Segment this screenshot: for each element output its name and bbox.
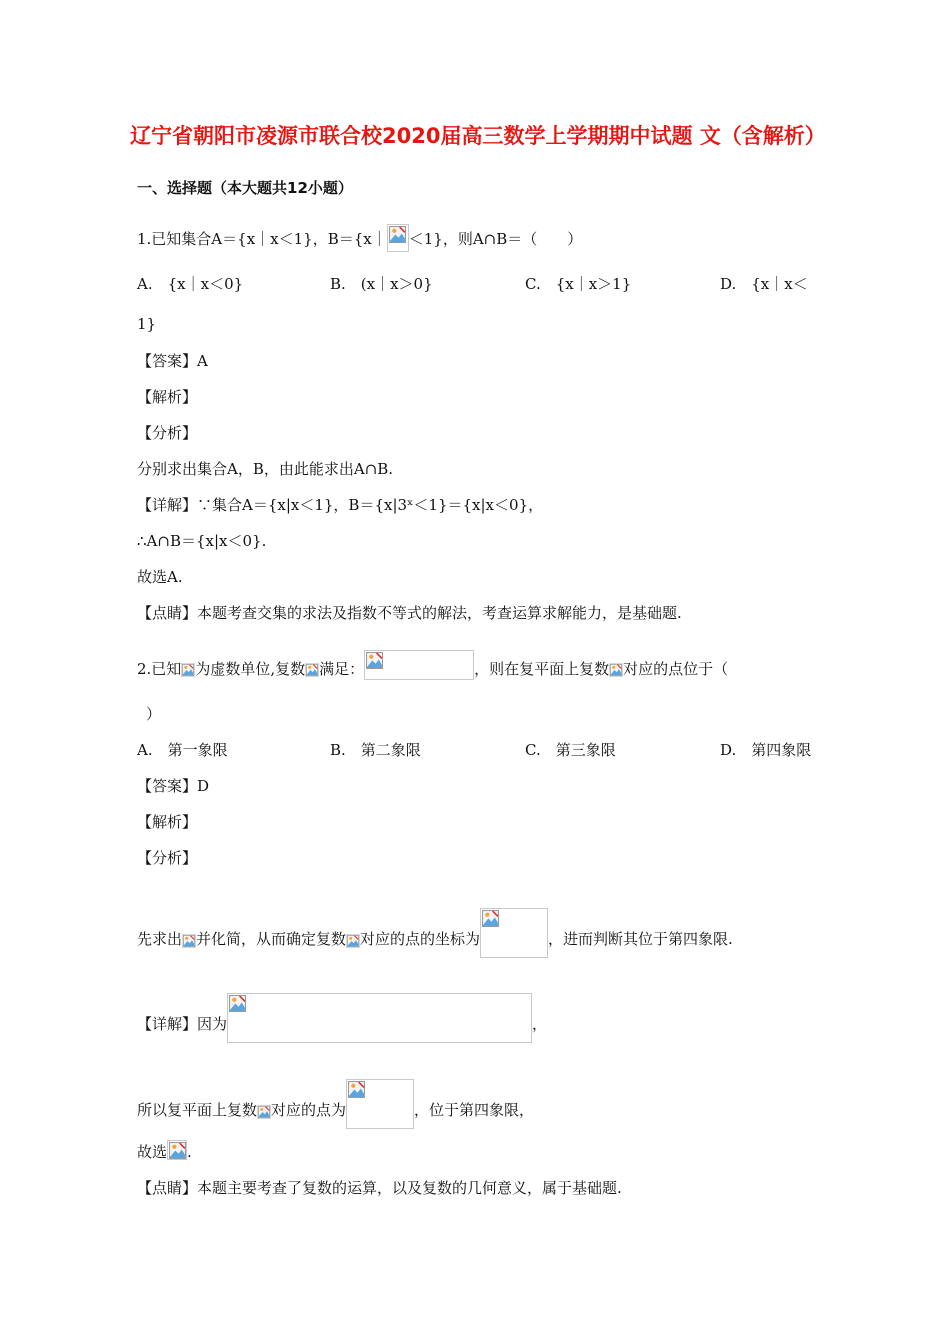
- q2-z-image-5: [257, 1105, 271, 1119]
- broken-image-icon: [366, 652, 383, 669]
- q1-dianjing: 【点睛】本题考查交集的求法及指数不等式的解法，考查运算求解能力，是基础题.: [137, 604, 682, 622]
- q2-equation-image: [364, 650, 474, 680]
- q1-choose: 故选A.: [137, 568, 183, 586]
- q2-answer: 【答案】D: [137, 777, 210, 795]
- q1-therefore: ∴A∩B＝{x|x＜0}.: [137, 532, 267, 550]
- q1-option-b: B. (x｜x＞0}: [330, 275, 433, 293]
- q2-dianjing: 【点睛】本题主要考查了复数的运算，以及复数的几何意义，属于基础题.: [137, 1179, 622, 1197]
- q1-option-d-wrap: 1}: [137, 315, 157, 333]
- q1-stem-start: 1.已知集合A＝{x｜x＜1}，B＝{x｜: [137, 230, 387, 248]
- q2-fenxi-3: 对应的点的坐标为: [360, 930, 481, 948]
- q2-detail-1: 【详解】因为: [137, 1015, 228, 1033]
- q2-jiexi: 【解析】: [137, 813, 198, 831]
- q1-detail: 【详解】∵集合A＝{x|x＜1}，B＝{x|3ˣ＜1}＝{x|x＜0}，: [137, 496, 544, 514]
- q2-so-1: 所以复平面上复数: [137, 1101, 258, 1119]
- q2-stem-4: ，则在复平面上复数: [474, 660, 610, 678]
- q2-option-c: C. 第三象限: [525, 741, 616, 759]
- q2-point-image: [346, 1079, 414, 1129]
- q2-option-b: B. 第二象限: [330, 741, 421, 759]
- q2-coordinate-image: [480, 908, 548, 958]
- q2-stem-5: 对应的点位于（: [623, 660, 729, 678]
- broken-image-icon: [258, 1106, 270, 1118]
- q1-stem: [137, 224, 582, 252]
- q2-so-3: ，位于第四象限，: [414, 1101, 535, 1119]
- document-title: 辽宁省朝阳市凌源市联合校2020届高三数学上学期期中试题 文（含解析）: [130, 124, 826, 148]
- q2-stem-wrap: ）: [146, 705, 162, 723]
- q2-stem-1: 2.已知: [137, 660, 182, 678]
- q1-stem-end: ＜1}，则A∩B＝（ ）: [408, 230, 583, 248]
- section-heading: 一、选择题（本大题共12小题）: [137, 179, 353, 197]
- q1-option-d: D. {x｜x＜: [720, 275, 808, 293]
- q2-i-image: [181, 663, 195, 677]
- q1-answer: 【答案】A: [137, 352, 208, 370]
- q2-detail-2: ，: [532, 1015, 548, 1033]
- q2-fenxi-2: 并化简，从而确定复数: [196, 930, 347, 948]
- q2-choose-1: 故选: [137, 1143, 168, 1161]
- q2-so: [137, 1079, 534, 1129]
- q1-option-a: A. {x｜x＜0}: [137, 275, 244, 293]
- q2-z-image-3: [182, 934, 196, 948]
- q2-detail: [137, 993, 547, 1043]
- q2-fenxi-1: 先求出: [137, 930, 183, 948]
- q2-z-image-2: [609, 663, 623, 677]
- q2-fenxi-4: ，进而判断其位于第四象限.: [548, 930, 733, 948]
- broken-image-icon: [389, 226, 406, 243]
- q2-option-d: D. 第四象限: [720, 741, 812, 759]
- broken-image-icon: [482, 910, 499, 927]
- broken-image-icon: [169, 1142, 186, 1159]
- q2-choice-image: [167, 1140, 187, 1160]
- broken-image-icon: [610, 664, 622, 676]
- q1-fenxi: 【分析】: [137, 424, 198, 442]
- q2-option-a: A. 第一象限: [137, 741, 228, 759]
- q2-stem-3: 满足：: [319, 660, 365, 678]
- q2-choose: [137, 1140, 192, 1162]
- broken-image-icon: [229, 995, 246, 1012]
- q1-option-c: C. {x｜x＞1}: [525, 275, 632, 293]
- q2-fenxi: 【分析】: [137, 849, 198, 867]
- q1-jiexi: 【解析】: [137, 388, 198, 406]
- q2-stem: [137, 650, 728, 680]
- q2-stem-2: 为虚数单位,复数: [195, 660, 306, 678]
- q1-fenxi-text: 分别求出集合A，B，由此能求出A∩B.: [137, 460, 394, 478]
- q2-z-image-4: [346, 934, 360, 948]
- broken-image-icon: [347, 935, 359, 947]
- q2-fenxi-text: [137, 908, 733, 958]
- q2-choose-2: .: [187, 1143, 192, 1161]
- q2-so-2: 对应的点为: [271, 1101, 347, 1119]
- q2-z-image: [305, 663, 319, 677]
- broken-image-icon: [306, 664, 318, 676]
- broken-image-icon: [348, 1081, 365, 1098]
- broken-image-icon: [182, 664, 194, 676]
- broken-image-icon: [183, 935, 195, 947]
- q2-detail-equation-image: [227, 993, 532, 1043]
- q1-formula-image: [387, 224, 409, 252]
